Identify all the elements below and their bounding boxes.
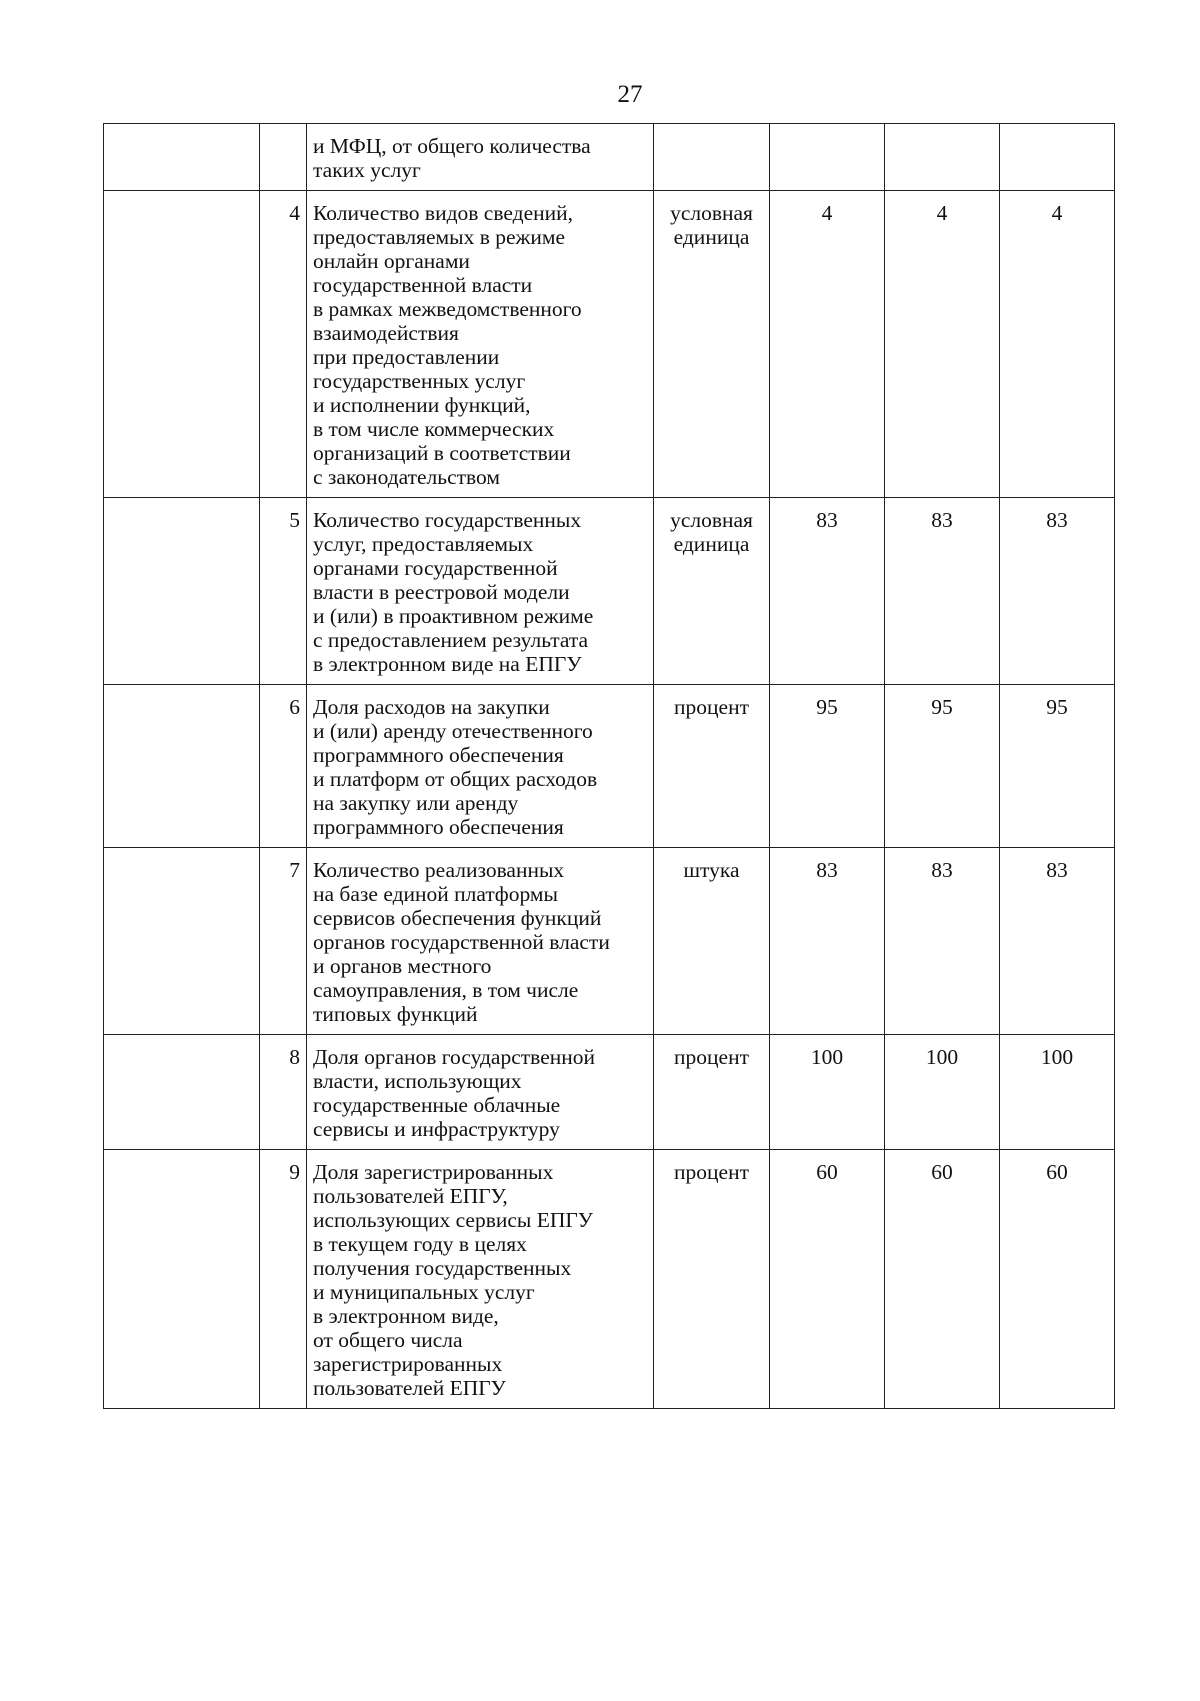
row-number-cell: 7: [260, 848, 307, 1035]
value-cell-1: 60: [770, 1150, 885, 1409]
cell-text-line: сервисов обеспечения функций: [313, 906, 602, 930]
table-row: [104, 191, 1115, 498]
cell-text-line: пользователей ЕПГУ: [313, 1376, 506, 1400]
cell-text-line: и муниципальных услуг: [313, 1280, 535, 1304]
row-number-cell: 6: [260, 685, 307, 848]
cell-text-line: государственных услуг: [313, 369, 526, 393]
blank-cell: [104, 685, 260, 848]
cell-text-line: сервисы и инфраструктуру: [313, 1117, 560, 1141]
indicator-name-cell: [307, 124, 654, 191]
table-row: [104, 1035, 1115, 1150]
cell-text-line: предоставляемых в режиме: [313, 225, 566, 249]
cell-text-line: в электронном виде,: [313, 1304, 499, 1328]
cell-text-line: онлайн органами: [313, 249, 470, 273]
cell-text-line: услуг, предоставляемых: [313, 532, 534, 556]
cell-text-line: в текущем году в целях: [313, 1232, 527, 1256]
cell-text-line: государственные облачные: [313, 1093, 561, 1117]
cell-text-line: использующих сервисы ЕПГУ: [313, 1208, 594, 1232]
cell-text-line: самоуправления, в том числе: [313, 978, 579, 1002]
value-cell-3: 4: [1000, 191, 1115, 498]
row-number-cell: 5: [260, 498, 307, 685]
value-cell-1: 4: [770, 191, 885, 498]
value-cell-1: 95: [770, 685, 885, 848]
unit-cell: [654, 124, 770, 191]
value-cell-2: 95: [885, 685, 1000, 848]
cell-text-line: условная: [670, 508, 753, 532]
indicators-table-body: [104, 124, 1115, 1409]
cell-text-line: и органов местного: [313, 954, 492, 978]
row-number-cell: 4: [260, 191, 307, 498]
cell-text-line: в электронном виде на ЕПГУ: [313, 652, 582, 676]
row-number-cell: 8: [260, 1035, 307, 1150]
cell-text-line: единица: [673, 225, 750, 249]
cell-text-line: зарегистрированных: [313, 1352, 503, 1376]
blank-cell: [104, 498, 260, 685]
table-row: [104, 848, 1115, 1035]
cell-text-line: взаимодействия: [313, 321, 459, 345]
cell-text-line: таких услуг: [313, 158, 421, 182]
value-cell-3: 83: [1000, 498, 1115, 685]
cell-text-line: с предоставлением результата: [313, 628, 589, 652]
unit-cell: [654, 1035, 770, 1150]
value-cell-2: 83: [885, 498, 1000, 685]
value-cell-3: [1000, 124, 1115, 191]
cell-text-line: пользователей ЕПГУ,: [313, 1184, 508, 1208]
blank-cell: [104, 124, 260, 191]
unit-cell: [654, 685, 770, 848]
cell-text-line: Количество видов сведений,: [313, 201, 574, 225]
unit-cell: [654, 1150, 770, 1409]
cell-text-line: процент: [674, 1045, 749, 1069]
cell-text-line: в том числе коммерческих: [313, 417, 555, 441]
row-number-cell: [260, 124, 307, 191]
cell-text-line: в рамках межведомственного: [313, 297, 582, 321]
unit-cell: [654, 498, 770, 685]
cell-text-line: организаций в соответствии: [313, 441, 571, 465]
indicator-name-cell: [307, 1035, 654, 1150]
cell-text-line: с законодательством: [313, 465, 500, 489]
table-row: [104, 124, 1115, 191]
value-cell-3: 100: [1000, 1035, 1115, 1150]
indicator-name-cell: [307, 848, 654, 1035]
unit-cell: [654, 191, 770, 498]
cell-text-line: власти, использующих: [313, 1069, 522, 1093]
row-number-cell: 9: [260, 1150, 307, 1409]
cell-text-line: государственной власти: [313, 273, 533, 297]
cell-text-line: на закупку или аренду: [313, 791, 519, 815]
cell-text-line: при предоставлении: [313, 345, 500, 369]
cell-text-line: процент: [674, 1160, 749, 1184]
cell-text-line: власти в реестровой модели: [313, 580, 570, 604]
cell-text-line: типовых функций: [313, 1002, 478, 1026]
cell-text-line: и исполнении функций,: [313, 393, 531, 417]
cell-text-line: процент: [674, 695, 749, 719]
table-row: [104, 1150, 1115, 1409]
cell-text-line: единица: [673, 532, 750, 556]
cell-text-line: Количество реализованных: [313, 858, 565, 882]
cell-text-line: органами государственной: [313, 556, 558, 580]
cell-text-line: на базе единой платформы: [313, 882, 558, 906]
cell-text-line: получения государственных: [313, 1256, 572, 1280]
blank-cell: [104, 1035, 260, 1150]
cell-text-line: штука: [683, 858, 740, 882]
indicator-name-cell: [307, 498, 654, 685]
blank-cell: [104, 191, 260, 498]
value-cell-1: [770, 124, 885, 191]
value-cell-1: 83: [770, 848, 885, 1035]
value-cell-1: 100: [770, 1035, 885, 1150]
cell-text-line: Количество государственных: [313, 508, 582, 532]
blank-cell: [104, 848, 260, 1035]
value-cell-3: 60: [1000, 1150, 1115, 1409]
value-cell-2: 100: [885, 1035, 1000, 1150]
indicator-name-cell: [307, 191, 654, 498]
indicators-table: [103, 123, 1115, 1409]
unit-cell: [654, 848, 770, 1035]
page-number: 27: [617, 81, 643, 108]
value-cell-1: 83: [770, 498, 885, 685]
table-row: [104, 498, 1115, 685]
table-row: [104, 685, 1115, 848]
indicator-name-cell: [307, 685, 654, 848]
blank-cell: [104, 1150, 260, 1409]
value-cell-3: 95: [1000, 685, 1115, 848]
cell-text-line: органов государственной власти: [313, 930, 610, 954]
value-cell-3: 83: [1000, 848, 1115, 1035]
cell-text-line: и (или) в проактивном режиме: [313, 604, 594, 628]
value-cell-2: 83: [885, 848, 1000, 1035]
cell-text-line: условная: [670, 201, 753, 225]
cell-text-line: и платформ от общих расходов: [313, 767, 598, 791]
cell-text-line: от общего числа: [313, 1328, 463, 1352]
cell-text-line: программного обеспечения: [313, 743, 564, 767]
cell-text-line: и МФЦ, от общего количества: [313, 134, 591, 158]
value-cell-2: [885, 124, 1000, 191]
cell-text-line: Доля органов государственной: [313, 1045, 595, 1069]
indicator-name-cell: [307, 1150, 654, 1409]
value-cell-2: 4: [885, 191, 1000, 498]
value-cell-2: 60: [885, 1150, 1000, 1409]
cell-text-line: Доля расходов на закупки: [313, 695, 550, 719]
cell-text-line: программного обеспечения: [313, 815, 564, 839]
cell-text-line: и (или) аренду отечественного: [313, 719, 593, 743]
cell-text-line: Доля зарегистрированных: [313, 1160, 554, 1184]
